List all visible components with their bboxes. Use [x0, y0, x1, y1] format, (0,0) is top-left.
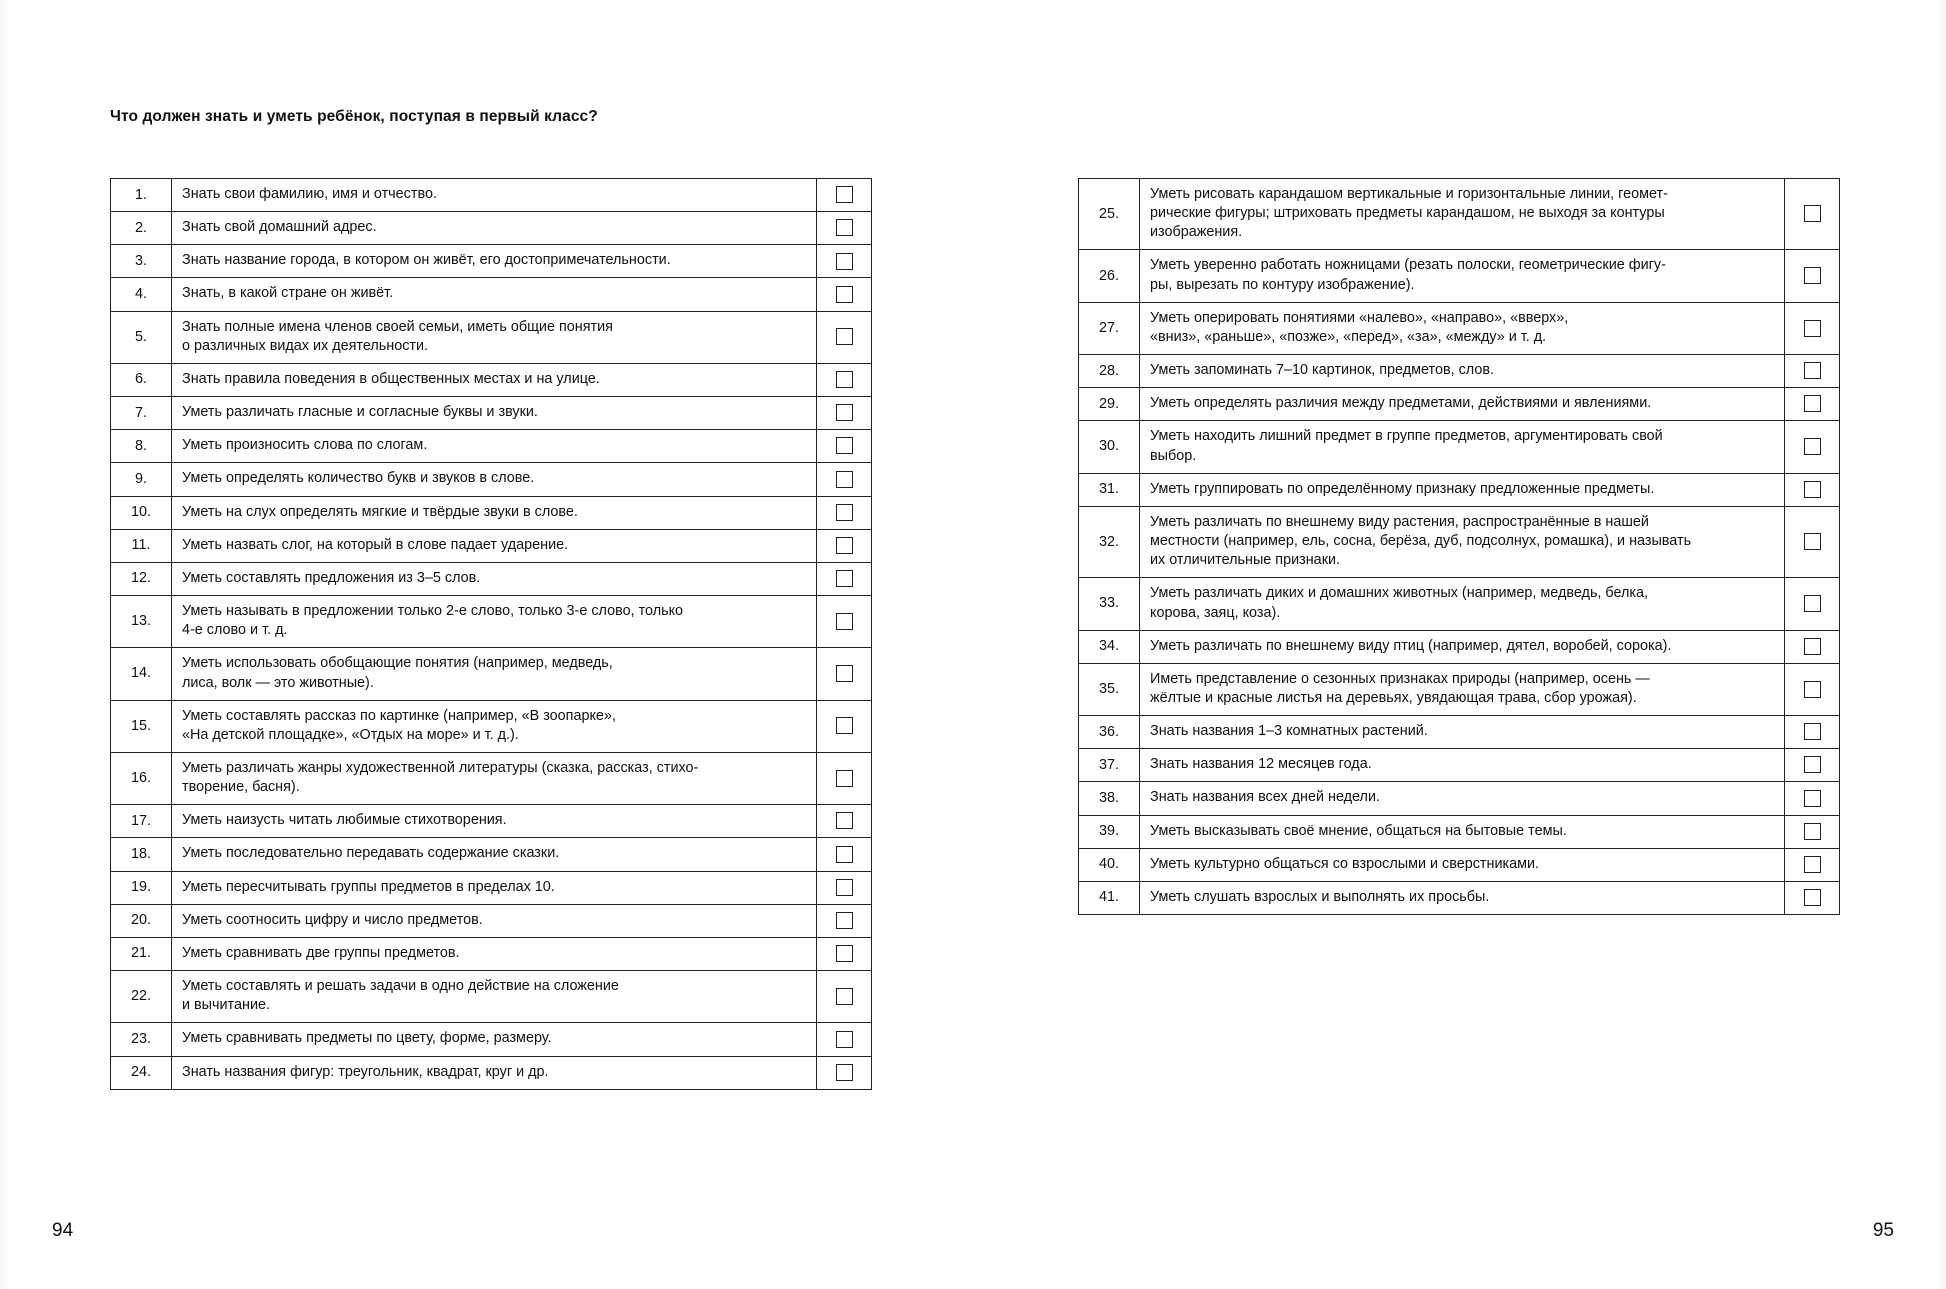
- row-text-line: Уметь составлять рассказ по картинке (например, «В зоопарке»,: [182, 707, 616, 724]
- row-text-line: Знать правила поведения в общественных местах и на улице.: [182, 370, 600, 387]
- row-text-line: Уметь последовательно передавать содержание сказки.: [182, 845, 560, 862]
- row-text-line: Уметь назвать слог, на который в слове падает ударение.: [182, 536, 569, 553]
- row-checkbox-cell[interactable]: [817, 971, 872, 1023]
- row-text: [1140, 716, 1785, 749]
- row-text: [1140, 421, 1785, 473]
- table-row: [111, 245, 872, 278]
- row-text-line: Знать названия 1–3 комнатных растений.: [1150, 723, 1428, 740]
- empty-checkbox-icon[interactable]: [1804, 638, 1821, 655]
- table-row: [111, 871, 872, 904]
- row-number: 10.: [111, 496, 172, 529]
- row-text: [172, 904, 817, 937]
- row-text-line: Уметь сравнивать две группы предметов.: [182, 944, 460, 961]
- table-row: [1079, 663, 1840, 715]
- row-text: [172, 1023, 817, 1056]
- empty-checkbox-icon[interactable]: [836, 404, 853, 421]
- row-text: [172, 463, 817, 496]
- row-number: 29.: [1079, 388, 1140, 421]
- row-text-line: Знать названия всех дней недели.: [1150, 789, 1380, 806]
- row-text-line: Уметь составлять предложения из 3–5 слов.: [182, 569, 481, 586]
- row-number: 30.: [1079, 421, 1140, 473]
- row-text-line: Уметь наизусть читать любимые стихотворения.: [182, 812, 507, 829]
- table-row: [111, 937, 872, 970]
- row-checkbox-cell[interactable]: [817, 496, 872, 529]
- row-checkbox-cell[interactable]: [817, 596, 872, 648]
- page-number-right: 95: [1872, 1220, 1894, 1241]
- table-row: [111, 278, 872, 311]
- row-text-line: Уметь находить лишний предмет в группе предметов, аргументировать свой: [1150, 428, 1663, 445]
- table-row: [111, 648, 872, 700]
- row-text-line: Уметь составлять и решать задачи в одно действие на сложение: [182, 978, 619, 995]
- row-text-line: Уметь различать гласные и согласные буквы и звуки.: [182, 404, 538, 421]
- row-checkbox-cell[interactable]: [817, 752, 872, 804]
- row-text: [172, 278, 817, 311]
- row-text: [172, 212, 817, 245]
- page-edge-shadow-right: [1936, 0, 1946, 1289]
- empty-checkbox-icon[interactable]: [836, 846, 853, 863]
- row-number: 17.: [111, 805, 172, 838]
- table-row: [1079, 848, 1840, 881]
- row-number: 28.: [1079, 355, 1140, 388]
- checklist-table-left: [110, 178, 872, 1090]
- row-text-line: Уметь использовать обобщающие понятия (например, медведь,: [182, 655, 613, 672]
- row-text: [1140, 663, 1785, 715]
- row-checkbox-cell[interactable]: [817, 245, 872, 278]
- table-row: [111, 363, 872, 396]
- empty-checkbox-icon[interactable]: [1804, 320, 1821, 337]
- table-row: [1079, 749, 1840, 782]
- row-text: [172, 752, 817, 804]
- table-row: [1079, 506, 1840, 577]
- empty-checkbox-icon[interactable]: [1804, 595, 1821, 612]
- row-text-line: Уметь сравнивать предметы по цвету, форме, размеру.: [182, 1030, 552, 1047]
- row-text-line: «На детской площадке», «Отдых на море» и т. д.).: [182, 726, 519, 743]
- empty-checkbox-icon[interactable]: [836, 437, 853, 454]
- row-number: 5.: [111, 311, 172, 363]
- row-number: 24.: [111, 1056, 172, 1089]
- row-checkbox-cell[interactable]: [817, 278, 872, 311]
- row-checkbox-cell[interactable]: [817, 648, 872, 700]
- row-text-line: Уметь определять количество букв и звуков в слове.: [182, 470, 535, 487]
- empty-checkbox-icon[interactable]: [1804, 481, 1821, 498]
- row-text: [1140, 302, 1785, 354]
- row-checkbox-cell[interactable]: [817, 871, 872, 904]
- row-checkbox-cell[interactable]: [1785, 881, 1840, 914]
- empty-checkbox-icon[interactable]: [836, 812, 853, 829]
- page-edge-shadow-left: [0, 0, 10, 1289]
- row-checkbox-cell[interactable]: [1785, 630, 1840, 663]
- row-text-line: Уметь различать по внешнему виду птиц (например, дятел, воробей, сорока).: [1150, 637, 1672, 654]
- empty-checkbox-icon[interactable]: [836, 665, 853, 682]
- row-number: 26.: [1079, 250, 1140, 302]
- row-checkbox-cell[interactable]: [817, 562, 872, 595]
- empty-checkbox-icon[interactable]: [836, 717, 853, 734]
- row-text-line: Иметь представление о сезонных признаках природы (например, осень —: [1150, 670, 1650, 687]
- row-checkbox-cell[interactable]: [1785, 848, 1840, 881]
- table-row: [111, 397, 872, 430]
- row-number: 36.: [1079, 716, 1140, 749]
- empty-checkbox-icon[interactable]: [836, 253, 853, 270]
- row-number: 27.: [1079, 302, 1140, 354]
- row-checkbox-cell[interactable]: [1785, 473, 1840, 506]
- row-text: [172, 937, 817, 970]
- row-text: [172, 562, 817, 595]
- row-text-line: корова, заяц, коза).: [1150, 604, 1281, 621]
- row-text: [1140, 881, 1785, 914]
- table-row: [1079, 815, 1840, 848]
- row-text: [172, 805, 817, 838]
- row-number: 41.: [1079, 881, 1140, 914]
- row-text: [1140, 749, 1785, 782]
- row-number: 22.: [111, 971, 172, 1023]
- empty-checkbox-icon[interactable]: [836, 613, 853, 630]
- checklist-column-right: [1078, 178, 1840, 915]
- row-checkbox-cell[interactable]: [1785, 179, 1840, 250]
- empty-checkbox-icon[interactable]: [836, 537, 853, 554]
- table-row: [111, 430, 872, 463]
- table-row: [1079, 578, 1840, 630]
- row-number: 3.: [111, 245, 172, 278]
- row-checkbox-cell[interactable]: [1785, 663, 1840, 715]
- row-checkbox-cell[interactable]: [817, 805, 872, 838]
- row-checkbox-cell[interactable]: [1785, 578, 1840, 630]
- row-text-line: Знать название города, в котором он живёт, его достопримечательности.: [182, 252, 671, 269]
- row-text: [172, 397, 817, 430]
- row-number: 8.: [111, 430, 172, 463]
- table-row: [1079, 881, 1840, 914]
- row-number: 11.: [111, 529, 172, 562]
- empty-checkbox-icon[interactable]: [1804, 856, 1821, 873]
- row-number: 21.: [111, 937, 172, 970]
- row-number: 16.: [111, 752, 172, 804]
- row-text-line: Знать полные имена членов своей семьи, иметь общие понятия: [182, 318, 613, 335]
- row-text: [1140, 815, 1785, 848]
- empty-checkbox-icon[interactable]: [836, 912, 853, 929]
- row-text: [1140, 782, 1785, 815]
- row-text-line: их отличительные признаки.: [1150, 552, 1341, 569]
- row-text-line: и вычитание.: [182, 997, 270, 1014]
- table-row: [111, 1056, 872, 1089]
- checklist-column-left: [110, 178, 872, 1090]
- row-text-line: изображения.: [1150, 224, 1243, 241]
- row-checkbox-cell[interactable]: [817, 463, 872, 496]
- table-row: [1079, 179, 1840, 250]
- row-text-line: Знать свой домашний адрес.: [182, 219, 377, 236]
- row-text-line: лиса, волк — это животные).: [182, 674, 374, 691]
- table-row: [1079, 782, 1840, 815]
- row-checkbox-cell[interactable]: [817, 904, 872, 937]
- row-checkbox-cell[interactable]: [817, 529, 872, 562]
- row-text-line: Уметь уверенно работать ножницами (резать полоски, геометрические фигу-: [1150, 257, 1666, 274]
- row-number: 7.: [111, 397, 172, 430]
- row-number: 18.: [111, 838, 172, 871]
- row-checkbox-cell[interactable]: [1785, 421, 1840, 473]
- row-number: 39.: [1079, 815, 1140, 848]
- empty-checkbox-icon[interactable]: [836, 988, 853, 1005]
- row-checkbox-cell[interactable]: [817, 1023, 872, 1056]
- row-number: 40.: [1079, 848, 1140, 881]
- table-row: [111, 805, 872, 838]
- row-text: [172, 245, 817, 278]
- row-number: 14.: [111, 648, 172, 700]
- row-text: [172, 871, 817, 904]
- page-number-left: 94: [52, 1220, 74, 1241]
- row-number: 6.: [111, 363, 172, 396]
- table-row: [1079, 250, 1840, 302]
- row-checkbox-cell[interactable]: [1785, 716, 1840, 749]
- row-text-line: Уметь рисовать карандашом вертикальные и горизонтальные линии, геомет-: [1150, 186, 1668, 202]
- empty-checkbox-icon[interactable]: [1804, 533, 1821, 550]
- row-number: 13.: [111, 596, 172, 648]
- table-row: [1079, 302, 1840, 354]
- row-number: 33.: [1079, 578, 1140, 630]
- table-row: [111, 529, 872, 562]
- row-text-line: Уметь группировать по определённому признаку предложенные предметы.: [1150, 480, 1655, 497]
- row-checkbox-cell[interactable]: [1785, 388, 1840, 421]
- empty-checkbox-icon[interactable]: [1804, 756, 1821, 773]
- checklist-table-right: [1078, 178, 1840, 915]
- empty-checkbox-icon[interactable]: [1804, 205, 1821, 222]
- table-row: [111, 179, 872, 212]
- empty-checkbox-icon[interactable]: [836, 570, 853, 587]
- row-text-line: о различных видах их деятельности.: [182, 337, 429, 354]
- row-number: 38.: [1079, 782, 1140, 815]
- row-text-line: Уметь различать по внешнему виду растения, распространённые в нашей: [1150, 513, 1649, 530]
- row-number: 15.: [111, 700, 172, 752]
- row-checkbox-cell[interactable]: [1785, 355, 1840, 388]
- row-text: [1140, 578, 1785, 630]
- row-text: [172, 529, 817, 562]
- row-checkbox-cell[interactable]: [817, 838, 872, 871]
- table-row: [1079, 630, 1840, 663]
- row-text-line: жёлтые и красные листья на деревьях, увядающая трава, сбор урожая).: [1150, 689, 1637, 706]
- row-text: [1140, 473, 1785, 506]
- row-text: [1140, 630, 1785, 663]
- row-text-line: Уметь пересчитывать группы предметов в пределах 10.: [182, 878, 555, 895]
- row-text-line: Уметь различать диких и домашних животных (например, медведь, белка,: [1150, 585, 1649, 602]
- row-text: [172, 496, 817, 529]
- row-text-line: Знать, в какой стране он живёт.: [182, 285, 394, 302]
- row-text: [172, 596, 817, 648]
- row-text-line: Уметь соотносить цифру и число предметов.: [182, 911, 483, 928]
- row-text: [1140, 506, 1785, 577]
- row-text-line: Уметь определять различия между предметами, действиями и явлениями.: [1150, 395, 1652, 412]
- table-row: [111, 904, 872, 937]
- table-row: [111, 496, 872, 529]
- row-text: [1140, 848, 1785, 881]
- row-number: 9.: [111, 463, 172, 496]
- table-row: [111, 1023, 872, 1056]
- row-number: 37.: [1079, 749, 1140, 782]
- row-text-line: выбор.: [1150, 447, 1197, 464]
- row-number: 23.: [111, 1023, 172, 1056]
- empty-checkbox-icon[interactable]: [836, 371, 853, 388]
- row-checkbox-cell[interactable]: [1785, 506, 1840, 577]
- row-checkbox-cell[interactable]: [817, 311, 872, 363]
- empty-checkbox-icon[interactable]: [836, 879, 853, 896]
- row-number: 32.: [1079, 506, 1140, 577]
- empty-checkbox-icon[interactable]: [836, 186, 853, 203]
- row-text-line: Знать свои фамилию, имя и отчество.: [182, 186, 437, 202]
- empty-checkbox-icon[interactable]: [836, 471, 853, 488]
- row-text-line: рические фигуры; штриховать предметы карандашом, не выходя за контуры: [1150, 205, 1665, 222]
- table-row: [1079, 473, 1840, 506]
- row-text-line: Знать названия фигур: треугольник, квадрат, круг и др.: [182, 1063, 549, 1080]
- empty-checkbox-icon[interactable]: [836, 770, 853, 787]
- table-row: [111, 752, 872, 804]
- row-text-line: творение, басня).: [182, 779, 300, 796]
- row-text: [172, 430, 817, 463]
- empty-checkbox-icon[interactable]: [1804, 823, 1821, 840]
- row-number: 4.: [111, 278, 172, 311]
- empty-checkbox-icon[interactable]: [1804, 790, 1821, 807]
- row-text-line: Уметь высказывать своё мнение, общаться на бытовые темы.: [1150, 822, 1567, 839]
- row-checkbox-cell[interactable]: [1785, 302, 1840, 354]
- row-text: [1140, 179, 1785, 250]
- row-number: 31.: [1079, 473, 1140, 506]
- row-text-line: ры, вырезать по контуру изображение).: [1150, 276, 1415, 293]
- table-row: [1079, 355, 1840, 388]
- row-text-line: Уметь культурно общаться со взрослыми и сверстниками.: [1150, 855, 1540, 872]
- row-checkbox-cell[interactable]: [1785, 749, 1840, 782]
- empty-checkbox-icon[interactable]: [1804, 267, 1821, 284]
- row-number: 34.: [1079, 630, 1140, 663]
- row-checkbox-cell[interactable]: [1785, 815, 1840, 848]
- table-row: [111, 311, 872, 363]
- row-text: [172, 363, 817, 396]
- row-text-line: 4-е слово и т. д.: [182, 622, 288, 639]
- row-number: 19.: [111, 871, 172, 904]
- row-number: 35.: [1079, 663, 1140, 715]
- empty-checkbox-icon[interactable]: [1804, 362, 1821, 379]
- empty-checkbox-icon[interactable]: [836, 286, 853, 303]
- row-text: [172, 179, 817, 212]
- row-text: [172, 1056, 817, 1089]
- row-text: [172, 971, 817, 1023]
- table-row: [1079, 388, 1840, 421]
- row-text-line: Уметь оперировать понятиями «налево», «направо», «вверх»,: [1150, 309, 1569, 326]
- table-row: [111, 562, 872, 595]
- table-row: [1079, 716, 1840, 749]
- row-checkbox-cell[interactable]: [817, 1056, 872, 1089]
- row-text-line: Уметь на слух определять мягкие и твёрдые звуки в слове.: [182, 503, 578, 520]
- row-text-line: местности (например, ель, сосна, берёза, дуб, подсолнух, ромашка), и называть: [1150, 533, 1692, 550]
- table-row: [111, 971, 872, 1023]
- table-row: [111, 700, 872, 752]
- row-number: 25.: [1079, 179, 1140, 250]
- empty-checkbox-icon[interactable]: [836, 945, 853, 962]
- row-number: 1.: [111, 179, 172, 212]
- row-text: [1140, 250, 1785, 302]
- row-checkbox-cell[interactable]: [1785, 782, 1840, 815]
- row-text-line: Знать названия 12 месяцев года.: [1150, 756, 1372, 773]
- empty-checkbox-icon[interactable]: [1804, 438, 1821, 455]
- row-checkbox-cell[interactable]: [817, 430, 872, 463]
- empty-checkbox-icon[interactable]: [836, 328, 853, 345]
- row-checkbox-cell[interactable]: [817, 212, 872, 245]
- empty-checkbox-icon[interactable]: [1804, 723, 1821, 740]
- row-text-line: Уметь произносить слова по слогам.: [182, 437, 428, 454]
- empty-checkbox-icon[interactable]: [836, 219, 853, 236]
- row-text: [172, 648, 817, 700]
- row-text-line: Уметь запоминать 7–10 картинок, предметов, слов.: [1150, 362, 1495, 379]
- row-number: 2.: [111, 212, 172, 245]
- table-row: [111, 596, 872, 648]
- table-row: [111, 838, 872, 871]
- row-number: 12.: [111, 562, 172, 595]
- empty-checkbox-icon[interactable]: [1804, 395, 1821, 412]
- row-text-line: Уметь называть в предложении только 2-е слово, только 3-е слово, только: [182, 603, 684, 620]
- row-checkbox-cell[interactable]: [817, 937, 872, 970]
- table-row: [1079, 421, 1840, 473]
- row-text-line: «вниз», «раньше», «позже», «перед», «за», «между» и т. д.: [1150, 328, 1547, 345]
- row-text: [1140, 388, 1785, 421]
- page-title: Что должен знать и уметь ребёнок, поступая в первый класс?: [110, 108, 598, 125]
- row-text: [172, 700, 817, 752]
- row-checkbox-cell[interactable]: [817, 700, 872, 752]
- empty-checkbox-icon[interactable]: [1804, 889, 1821, 906]
- row-checkbox-cell[interactable]: [817, 397, 872, 430]
- table-row: [111, 463, 872, 496]
- row-text-line: Уметь слушать взрослых и выполнять их просьбы.: [1150, 888, 1490, 905]
- row-number: 20.: [111, 904, 172, 937]
- empty-checkbox-icon[interactable]: [1804, 681, 1821, 698]
- empty-checkbox-icon[interactable]: [836, 1064, 853, 1081]
- row-text-line: Уметь различать жанры художественной литературы (сказка, рассказ, стихо-: [182, 759, 699, 776]
- row-checkbox-cell[interactable]: [817, 179, 872, 212]
- row-text: [1140, 355, 1785, 388]
- row-checkbox-cell[interactable]: [1785, 250, 1840, 302]
- table-row: [111, 212, 872, 245]
- row-text: [172, 311, 817, 363]
- empty-checkbox-icon[interactable]: [836, 1031, 853, 1048]
- empty-checkbox-icon[interactable]: [836, 504, 853, 521]
- row-checkbox-cell[interactable]: [817, 363, 872, 396]
- row-text: [172, 838, 817, 871]
